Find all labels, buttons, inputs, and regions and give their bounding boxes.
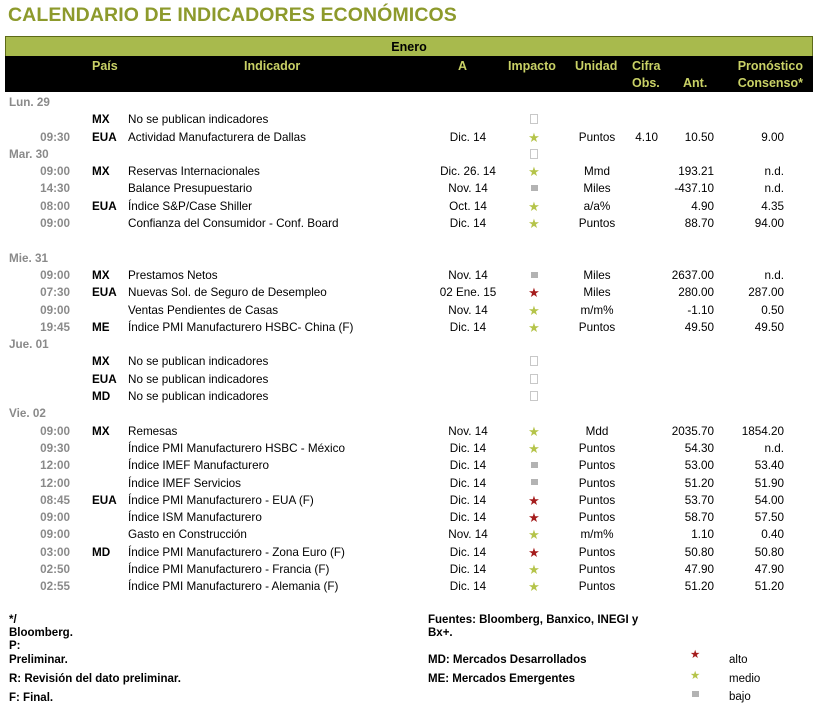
table-row <box>0 457 816 474</box>
previous-cell: 51.20 <box>684 476 714 490</box>
impact-star-red-icon: ★ <box>528 492 540 508</box>
table-row <box>0 440 816 457</box>
obs-cell: 4.10 <box>635 130 658 144</box>
previous-cell: 53.00 <box>684 459 714 473</box>
table-row <box>0 371 816 388</box>
impact-star-yellow-icon: ★ <box>528 129 540 145</box>
unit-cell: a/a% <box>583 199 611 213</box>
unit-cell: Puntos <box>578 130 616 144</box>
unit-cell: m/m% <box>580 303 614 317</box>
indicator-cell: Nuevas Sol. de Seguro de Desempleo <box>128 286 327 300</box>
unit-cell: m/m% <box>580 528 614 542</box>
table-row <box>0 111 816 128</box>
previous-cell: 58.70 <box>684 511 714 525</box>
table-row <box>0 94 816 111</box>
previous-cell: -437.10 <box>674 182 714 196</box>
country-cell: ME <box>92 320 110 334</box>
unit-cell: Miles <box>583 182 611 196</box>
indicator-cell: Índice PMI Manufacturero HSBC- China (F) <box>128 320 354 334</box>
indicator-cell: Reservas Internacionales <box>128 165 260 179</box>
impact-star-yellow-icon: ★ <box>528 164 540 180</box>
country-cell: EUA <box>92 493 117 507</box>
table-row <box>0 475 816 492</box>
previous-cell: 51.20 <box>684 580 714 594</box>
unit-cell: Puntos <box>578 580 616 594</box>
table-row <box>0 267 816 284</box>
unit-cell: Puntos <box>578 493 616 507</box>
header-consenso: Consenso* <box>737 76 803 90</box>
impact-empty-box-icon <box>520 146 548 163</box>
impact-empty-box-icon <box>520 353 548 370</box>
header-a: A <box>458 59 468 73</box>
previous-cell: 193.21 <box>678 165 714 179</box>
time-cell: 19:45 <box>40 320 70 334</box>
period-cell: Nov. 14 <box>448 182 488 196</box>
consensus-cell: 50.80 <box>754 545 784 559</box>
impact-empty-box-icon <box>520 388 548 405</box>
period-cell: Dic. 14 <box>449 511 487 525</box>
time-cell: 09:00 <box>40 424 70 438</box>
day-label: Vie. 02 <box>9 407 46 421</box>
time-cell: 02:50 <box>40 563 70 577</box>
header-obs: Obs. <box>632 76 660 90</box>
previous-cell: 88.70 <box>684 217 714 231</box>
page-title: CALENDARIO DE INDICADORES ECONÓMICOS <box>8 4 457 26</box>
indicator-cell: Índice PMI Manufacturero - EUA (F) <box>128 493 314 507</box>
consensus-cell: 287.00 <box>748 286 784 300</box>
time-cell: 08:45 <box>40 493 70 507</box>
legend-bajo-label: bajo <box>729 691 751 703</box>
indicator-cell: Índice PMI Manufacturero - Alemania (F) <box>128 580 339 594</box>
consensus-cell: 94.00 <box>754 217 784 231</box>
unit-cell: Puntos <box>578 320 616 334</box>
period-cell: 02 Ene. 15 <box>439 286 497 300</box>
time-cell: 12:00 <box>40 459 70 473</box>
header-cifra: Cifra <box>632 59 661 73</box>
period-cell: Dic. 14 <box>449 130 487 144</box>
previous-cell: 1.10 <box>691 528 714 542</box>
period-cell: Nov. 14 <box>448 303 488 317</box>
time-cell: 08:00 <box>40 199 70 213</box>
table-row <box>0 129 816 146</box>
previous-cell: 53.70 <box>684 493 714 507</box>
header-pais: País <box>92 59 118 73</box>
table-row <box>0 302 816 319</box>
time-cell: 03:00 <box>40 545 70 559</box>
time-cell: 12:00 <box>40 476 70 490</box>
time-cell: 09:00 <box>40 303 70 317</box>
consensus-cell: 53.40 <box>754 459 784 473</box>
period-cell: Dic. 14 <box>449 545 487 559</box>
consensus-cell: 4.35 <box>761 199 784 213</box>
indicator-cell: No se publican indicadores <box>128 390 269 404</box>
impact-square-gray-icon <box>520 267 548 284</box>
table-row <box>0 492 816 509</box>
indicator-cell: Índice PMI Manufacturero HSBC - México <box>128 441 345 455</box>
previous-cell: 4.90 <box>691 199 714 213</box>
previous-cell: 50.80 <box>684 545 714 559</box>
me-legend: ME: Mercados Emergentes <box>428 673 575 685</box>
impact-star-yellow-icon: ★ <box>528 216 540 232</box>
period-cell: Dic. 26. 14 <box>440 165 496 179</box>
period-cell: Dic. 14 <box>449 441 487 455</box>
indicator-cell: Índice IMEF Servicios <box>128 476 242 490</box>
consensus-cell: n.d. <box>764 441 784 455</box>
table-row <box>0 180 816 197</box>
table-row <box>0 215 816 232</box>
impact-star-red-icon: ★ <box>528 285 540 301</box>
table-row <box>0 353 816 370</box>
country-cell: MD <box>92 545 111 559</box>
period-cell: Dic. 14 <box>449 320 487 334</box>
period-cell: Dic. 14 <box>449 459 487 473</box>
consensus-cell: 9.00 <box>761 130 784 144</box>
table-row <box>0 198 816 215</box>
header-impacto: Impacto <box>508 59 556 73</box>
previous-cell: 10.50 <box>684 130 714 144</box>
impact-star-red-icon: ★ <box>528 510 540 526</box>
footnote-star: */ <box>9 614 17 626</box>
unit-cell: Puntos <box>578 563 616 577</box>
country-cell: EUA <box>92 286 117 300</box>
footnote-p-label: P: <box>9 640 21 652</box>
unit-cell: Puntos <box>578 459 616 473</box>
indicator-cell: Índice ISM Manufacturero <box>128 511 262 525</box>
country-cell: MX <box>92 165 110 179</box>
unit-cell: Puntos <box>578 545 616 559</box>
indicator-cell: No se publican indicadores <box>128 113 269 127</box>
country-cell: MX <box>92 268 110 282</box>
day-label: Mie. 31 <box>9 251 48 265</box>
previous-cell: 54.30 <box>684 441 714 455</box>
footnote-bloomberg: Bloomberg. <box>9 627 73 639</box>
impact-empty-box-icon <box>520 371 548 388</box>
time-cell: 09:00 <box>40 268 70 282</box>
indicator-cell: Prestamos Netos <box>128 268 218 282</box>
consensus-cell: 54.00 <box>754 493 784 507</box>
legend-star-red-icon: ★ <box>690 649 701 661</box>
indicator-cell: Remesas <box>128 424 178 438</box>
legend-medio-label: medio <box>729 673 761 685</box>
header-pronostico: Pronóstico <box>737 59 803 73</box>
impact-star-yellow-icon: ★ <box>528 319 540 335</box>
table-row <box>0 284 816 301</box>
impact-star-yellow-icon: ★ <box>528 579 540 595</box>
legend-alto-label: alto <box>729 654 748 666</box>
footnote-preliminar: Preliminar. <box>9 654 68 666</box>
table-row <box>0 319 816 336</box>
country-cell: MX <box>92 113 110 127</box>
table-row <box>0 509 816 526</box>
period-cell: Nov. 14 <box>448 424 488 438</box>
period-cell: Dic. 14 <box>449 493 487 507</box>
country-cell: MD <box>92 390 111 404</box>
country-cell: EUA <box>92 372 117 386</box>
header-indicador: Indicador <box>244 59 301 73</box>
legend-square-gray-icon <box>692 689 699 701</box>
time-cell: 09:00 <box>40 165 70 179</box>
indicator-cell: Ventas Pendientes de Casas <box>128 303 279 317</box>
time-cell: 09:30 <box>40 441 70 455</box>
footnote-final: F: Final. <box>9 692 54 704</box>
impact-square-gray-icon <box>520 457 548 474</box>
table-row <box>0 526 816 543</box>
day-label: Lun. 29 <box>9 96 50 109</box>
consensus-cell: n.d. <box>764 182 784 196</box>
impact-star-yellow-icon: ★ <box>528 440 540 456</box>
previous-cell: 2035.70 <box>671 424 714 438</box>
impact-star-red-icon: ★ <box>528 544 540 560</box>
indicator-cell: Índice PMI Manufacturero - Francia (F) <box>128 563 330 577</box>
time-cell: 09:00 <box>40 511 70 525</box>
previous-cell: 2637.00 <box>671 268 714 282</box>
unit-cell: Puntos <box>578 441 616 455</box>
period-cell: Dic. 14 <box>449 476 487 490</box>
consensus-cell: 51.90 <box>754 476 784 490</box>
previous-cell: 47.90 <box>684 563 714 577</box>
indicator-cell: Índice IMEF Manufacturero <box>128 459 269 473</box>
indicator-cell: Índice PMI Manufacturero - Zona Euro (F) <box>128 545 345 559</box>
country-cell: EUA <box>92 130 117 144</box>
legend-star-yellow-icon: ★ <box>690 670 701 682</box>
indicator-cell: Actividad Manufacturera de Dallas <box>128 130 307 144</box>
impact-empty-box-icon <box>520 111 548 128</box>
consensus-cell: n.d. <box>764 165 784 179</box>
table-row <box>0 163 816 180</box>
table-row <box>0 250 816 267</box>
impact-star-yellow-icon: ★ <box>528 423 540 439</box>
period-cell: Dic. 14 <box>449 580 487 594</box>
table-row <box>0 578 816 595</box>
header-ant: Ant. <box>683 76 708 90</box>
period-cell: Nov. 14 <box>448 268 488 282</box>
country-cell: EUA <box>92 199 117 213</box>
month-band: Enero <box>5 36 813 56</box>
table-row <box>0 388 816 405</box>
consensus-cell: 47.90 <box>754 563 784 577</box>
impact-square-gray-icon <box>520 180 548 197</box>
consensus-cell: 0.40 <box>761 528 784 542</box>
indicator-cell: No se publican indicadores <box>128 355 269 369</box>
time-cell: 02:55 <box>40 580 70 594</box>
previous-cell: -1.10 <box>687 303 714 317</box>
consensus-cell: n.d. <box>764 268 784 282</box>
time-cell: 09:00 <box>40 217 70 231</box>
day-label: Mar. 30 <box>9 147 49 161</box>
time-cell: 09:30 <box>40 130 70 144</box>
time-cell: 14:30 <box>40 182 70 196</box>
md-legend: MD: Mercados Desarrollados <box>428 654 587 666</box>
consensus-cell: 1854.20 <box>741 424 784 438</box>
period-cell: Oct. 14 <box>449 199 487 213</box>
consensus-cell: 51.20 <box>754 580 784 594</box>
indicator-cell: Índice S&P/Case Shiller <box>128 199 253 213</box>
unit-cell: Puntos <box>578 511 616 525</box>
period-cell: Dic. 14 <box>449 563 487 577</box>
table-row <box>0 232 816 249</box>
impact-square-gray-icon <box>520 475 548 492</box>
time-cell: 09:00 <box>40 528 70 542</box>
sources-line-2: Bx+. <box>428 627 453 639</box>
consensus-cell: 57.50 <box>754 511 784 525</box>
impact-star-yellow-icon: ★ <box>528 562 540 578</box>
period-cell: Dic. 14 <box>449 217 487 231</box>
country-cell: MX <box>92 355 110 369</box>
previous-cell: 49.50 <box>684 320 714 334</box>
impact-star-yellow-icon: ★ <box>528 527 540 543</box>
indicator-table <box>0 94 816 596</box>
impact-star-yellow-icon: ★ <box>528 198 540 214</box>
indicator-cell: Confianza del Consumidor - Conf. Board <box>128 217 339 231</box>
previous-cell: 280.00 <box>678 286 714 300</box>
unit-cell: Miles <box>583 286 611 300</box>
table-row <box>0 146 816 163</box>
unit-cell: Miles <box>583 268 611 282</box>
indicator-cell: Gasto en Construcción <box>128 528 247 542</box>
sources-line-1: Fuentes: Bloomberg, Banxico, INEGI y <box>428 614 639 626</box>
table-row <box>0 336 816 353</box>
unit-cell: Mmd <box>584 165 610 179</box>
impact-star-yellow-icon: ★ <box>528 302 540 318</box>
indicator-cell: No se publican indicadores <box>128 372 269 386</box>
footnote-revision: R: Revisión del dato preliminar. <box>9 673 181 685</box>
table-row <box>0 423 816 440</box>
unit-cell: Puntos <box>578 217 616 231</box>
unit-cell: Puntos <box>578 476 616 490</box>
consensus-cell: 49.50 <box>754 320 784 334</box>
indicator-cell: Balance Presupuestario <box>128 182 253 196</box>
table-header <box>5 56 813 92</box>
header-unidad: Unidad <box>575 59 618 73</box>
table-row <box>0 405 816 422</box>
consensus-cell: 0.50 <box>761 303 784 317</box>
country-cell: MX <box>92 424 110 438</box>
table-row <box>0 561 816 578</box>
unit-cell: Mdd <box>585 424 609 438</box>
table-row <box>0 544 816 561</box>
period-cell: Nov. 14 <box>448 528 488 542</box>
time-cell: 07:30 <box>40 286 70 300</box>
day-label: Jue. 01 <box>9 338 49 352</box>
